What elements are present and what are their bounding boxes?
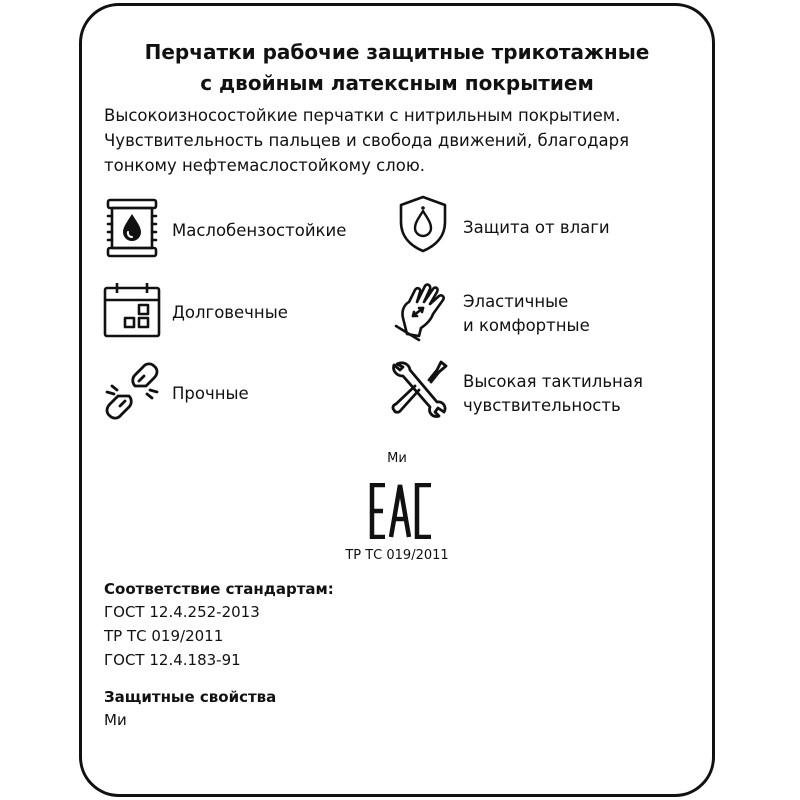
info-card — [79, 3, 715, 797]
oil-barrel-icon — [102, 198, 162, 258]
description-line-3: тонкому нефтемаслостойкому слою. — [104, 156, 425, 175]
title-line-2: с двойным латексным покрытием — [200, 71, 594, 95]
certification-regulation: ТР ТС 019/2011 — [345, 548, 449, 563]
protective-value: Ми — [104, 711, 127, 729]
feature-label: Долговечные — [172, 303, 288, 322]
tools-icon — [389, 358, 449, 418]
stretch-glove-icon — [393, 282, 453, 342]
description-line-2: Чувствительность пальцев и свобода движений, благодаря — [104, 131, 630, 150]
certification-top-label: Ми — [387, 451, 407, 466]
feature-label-line-1: Эластичные — [463, 292, 569, 311]
feature-label-line-2: и комфортные — [463, 316, 590, 335]
feature-label-line-1: Высокая тактильная — [463, 372, 643, 391]
protective-heading: Защитные свойства — [104, 688, 277, 706]
product-description — [104, 103, 704, 178]
standards-heading: Соответствие стандартам: — [104, 580, 334, 598]
product-title — [82, 37, 712, 99]
feature-label — [463, 370, 643, 418]
description-line-1: Высокоизносостойкие перчатки с нитрильным покрытием. — [104, 106, 621, 125]
eac-mark-icon — [369, 483, 433, 539]
standards-list — [104, 600, 260, 672]
feature-label: Маслобензостойкие — [172, 221, 347, 240]
feature-label: Прочные — [172, 384, 249, 403]
broken-chain-icon — [102, 362, 162, 422]
title-line-1: Перчатки рабочие защитные трикотажные — [144, 40, 650, 64]
feature-label — [463, 290, 590, 338]
calendar-icon — [102, 280, 162, 340]
standard-item: ТР ТС 019/2011 — [104, 627, 224, 645]
standard-item: ГОСТ 12.4.252-2013 — [104, 603, 260, 621]
water-shield-icon — [393, 194, 453, 254]
feature-label-line-2: чувствительность — [463, 396, 621, 415]
standard-item: ГОСТ 12.4.183-91 — [104, 651, 241, 669]
feature-label: Защита от влаги — [463, 218, 610, 237]
